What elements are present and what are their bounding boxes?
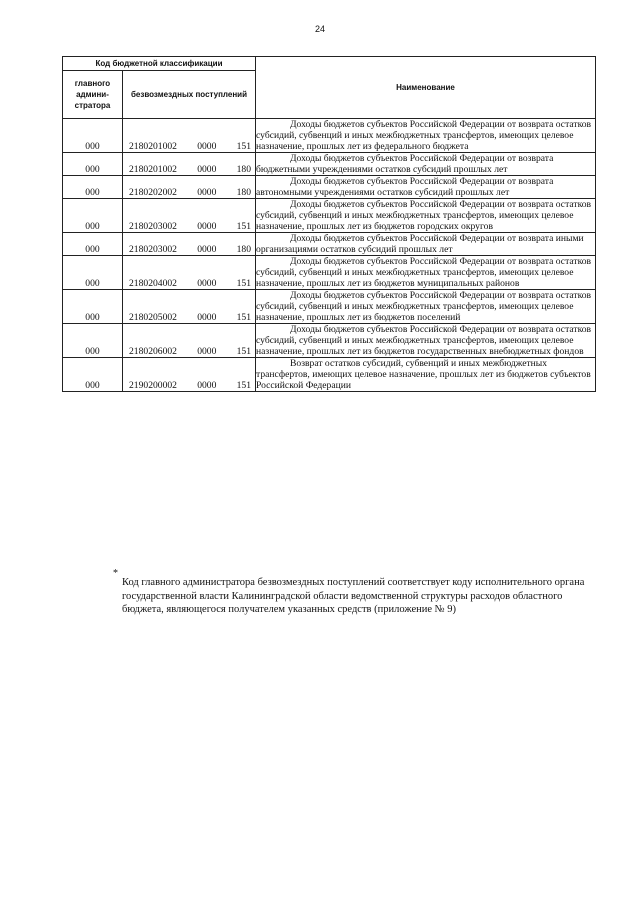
name-cell [256, 153, 596, 176]
revenue-code-sub: 0000 [197, 141, 217, 152]
revenue-code-kind: 151 [236, 221, 252, 232]
name-text: Доходы бюджетов субъектов Российской Федерации от возврата бюджетными учреждениями остатков субсидий прошлых лет [256, 153, 554, 175]
name-cell [256, 199, 596, 233]
table-row [63, 358, 596, 392]
name-text: Доходы бюджетов субъектов Российской Федерации от возврата остатков субсидий, субвенций и иных межбюджетных трансфертов, имеющих целевое назначение, прошлых лет из бюджетов государственных внебюджетных фондов [256, 324, 592, 357]
revenue-code-kind: 151 [236, 380, 252, 391]
table-row [63, 233, 596, 256]
name-text: Доходы бюджетов субъектов Российской Федерации от возврата автономными учреждениями остатков субсидий прошлых лет [256, 176, 554, 198]
header-name: Наименование [256, 57, 596, 119]
revenue-code-code: 2180201002 [129, 141, 177, 152]
revenue-code-cell [123, 176, 256, 199]
revenue-code-kind: 151 [236, 141, 252, 152]
table-row [63, 119, 596, 153]
revenue-code-kind: 151 [236, 346, 252, 357]
revenue-code-sub: 0000 [197, 187, 217, 198]
table-row [63, 290, 596, 324]
name-text: Доходы бюджетов субъектов Российской Федерации от возврата остатков субсидий, субвенций и иных межбюджетных трансфертов, имеющих целевое назначение, прошлых лет из бюджетов муниципальных районов [256, 256, 592, 289]
table-row [63, 256, 596, 290]
revenue-code-code: 2180202002 [129, 187, 177, 198]
revenue-code-sub: 0000 [197, 244, 217, 255]
name-text: Доходы бюджетов субъектов Российской Федерации от возврата остатков субсидий, субвенций и иных межбюджетных трансфертов, имеющих целевое назначение, прошлых лет из федерального бюджета [256, 119, 592, 152]
name-text: Возврат остатков субсидий, субвенций и иных межбюджетных трансфертов, имеющих целевое назначение, прошлых лет из бюджетов субъектов Российской Федерации [256, 358, 591, 391]
revenue-code-kind: 180 [236, 164, 252, 175]
table-body [63, 119, 596, 392]
name-cell [256, 290, 596, 324]
revenue-code-cell [123, 119, 256, 153]
table-row [63, 176, 596, 199]
revenue-code-code: 2180205002 [129, 312, 177, 323]
revenue-code-code: 2180203002 [129, 221, 177, 232]
admin-code-cell: 000 [63, 290, 123, 324]
admin-code-cell: 000 [63, 153, 123, 176]
header-code: безвозмездных поступлений [123, 71, 256, 119]
revenue-code-cell [123, 358, 256, 392]
name-cell [256, 176, 596, 199]
footnote-mark: * [113, 568, 118, 579]
revenue-code-code: 2190200002 [129, 380, 177, 391]
revenue-code-code: 2180206002 [129, 346, 177, 357]
budget-classification-table [62, 56, 596, 392]
name-text: Доходы бюджетов субъектов Российской Федерации от возврата остатков субсидий, субвенций и иных межбюджетных трансфертов, имеющих целевое назначение, прошлых лет из бюджетов городских округов [256, 199, 592, 232]
revenue-code-code: 2180204002 [129, 278, 177, 289]
revenue-code-kind: 151 [236, 312, 252, 323]
name-cell [256, 324, 596, 358]
admin-code-cell: 000 [63, 176, 123, 199]
revenue-code-sub: 0000 [197, 380, 217, 391]
revenue-code-cell [123, 233, 256, 256]
revenue-code-cell [123, 153, 256, 176]
name-cell [256, 358, 596, 392]
revenue-code-code: 2180201002 [129, 164, 177, 175]
revenue-code-kind: 180 [236, 187, 252, 198]
revenue-code-cell [123, 256, 256, 290]
admin-code-cell: 000 [63, 199, 123, 233]
table-row [63, 153, 596, 176]
revenue-code-sub: 0000 [197, 312, 217, 323]
header-budget-classification: Код бюджетной классификации [63, 57, 256, 71]
name-cell [256, 119, 596, 153]
admin-code-cell: 000 [63, 119, 123, 153]
revenue-code-sub: 0000 [197, 164, 217, 175]
admin-code-cell: 000 [63, 358, 123, 392]
revenue-code-sub: 0000 [197, 221, 217, 232]
footnote: Код главного администратора безвозмездных поступлений соответствует коду исполнительного органа государственной власти Калининградской области ведомственной структуры расходов областного бюджета, являющегося получателем указанных средств (приложение № 9) [122, 577, 585, 615]
table-row [63, 324, 596, 358]
revenue-code-cell [123, 290, 256, 324]
revenue-code-cell [123, 199, 256, 233]
name-cell [256, 233, 596, 256]
name-text: Доходы бюджетов субъектов Российской Федерации от возврата иными организациями остатков субсидий прошлых лет [256, 233, 584, 255]
name-text: Доходы бюджетов субъектов Российской Федерации от возврата остатков субсидий, субвенций и иных межбюджетных трансфертов, имеющих целевое назначение, прошлых лет из бюджетов поселений [256, 290, 592, 323]
admin-code-cell: 000 [63, 324, 123, 358]
revenue-code-code: 2180203002 [129, 244, 177, 255]
header-admin: главного админи-стратора [63, 71, 123, 119]
table-row [63, 199, 596, 233]
revenue-code-kind: 151 [236, 278, 252, 289]
admin-code-cell: 000 [63, 233, 123, 256]
revenue-code-sub: 0000 [197, 346, 217, 357]
revenue-code-kind: 180 [236, 244, 252, 255]
name-cell [256, 256, 596, 290]
revenue-code-sub: 0000 [197, 278, 217, 289]
revenue-code-cell [123, 324, 256, 358]
admin-code-cell: 000 [63, 256, 123, 290]
page-number: 24 [314, 24, 325, 34]
